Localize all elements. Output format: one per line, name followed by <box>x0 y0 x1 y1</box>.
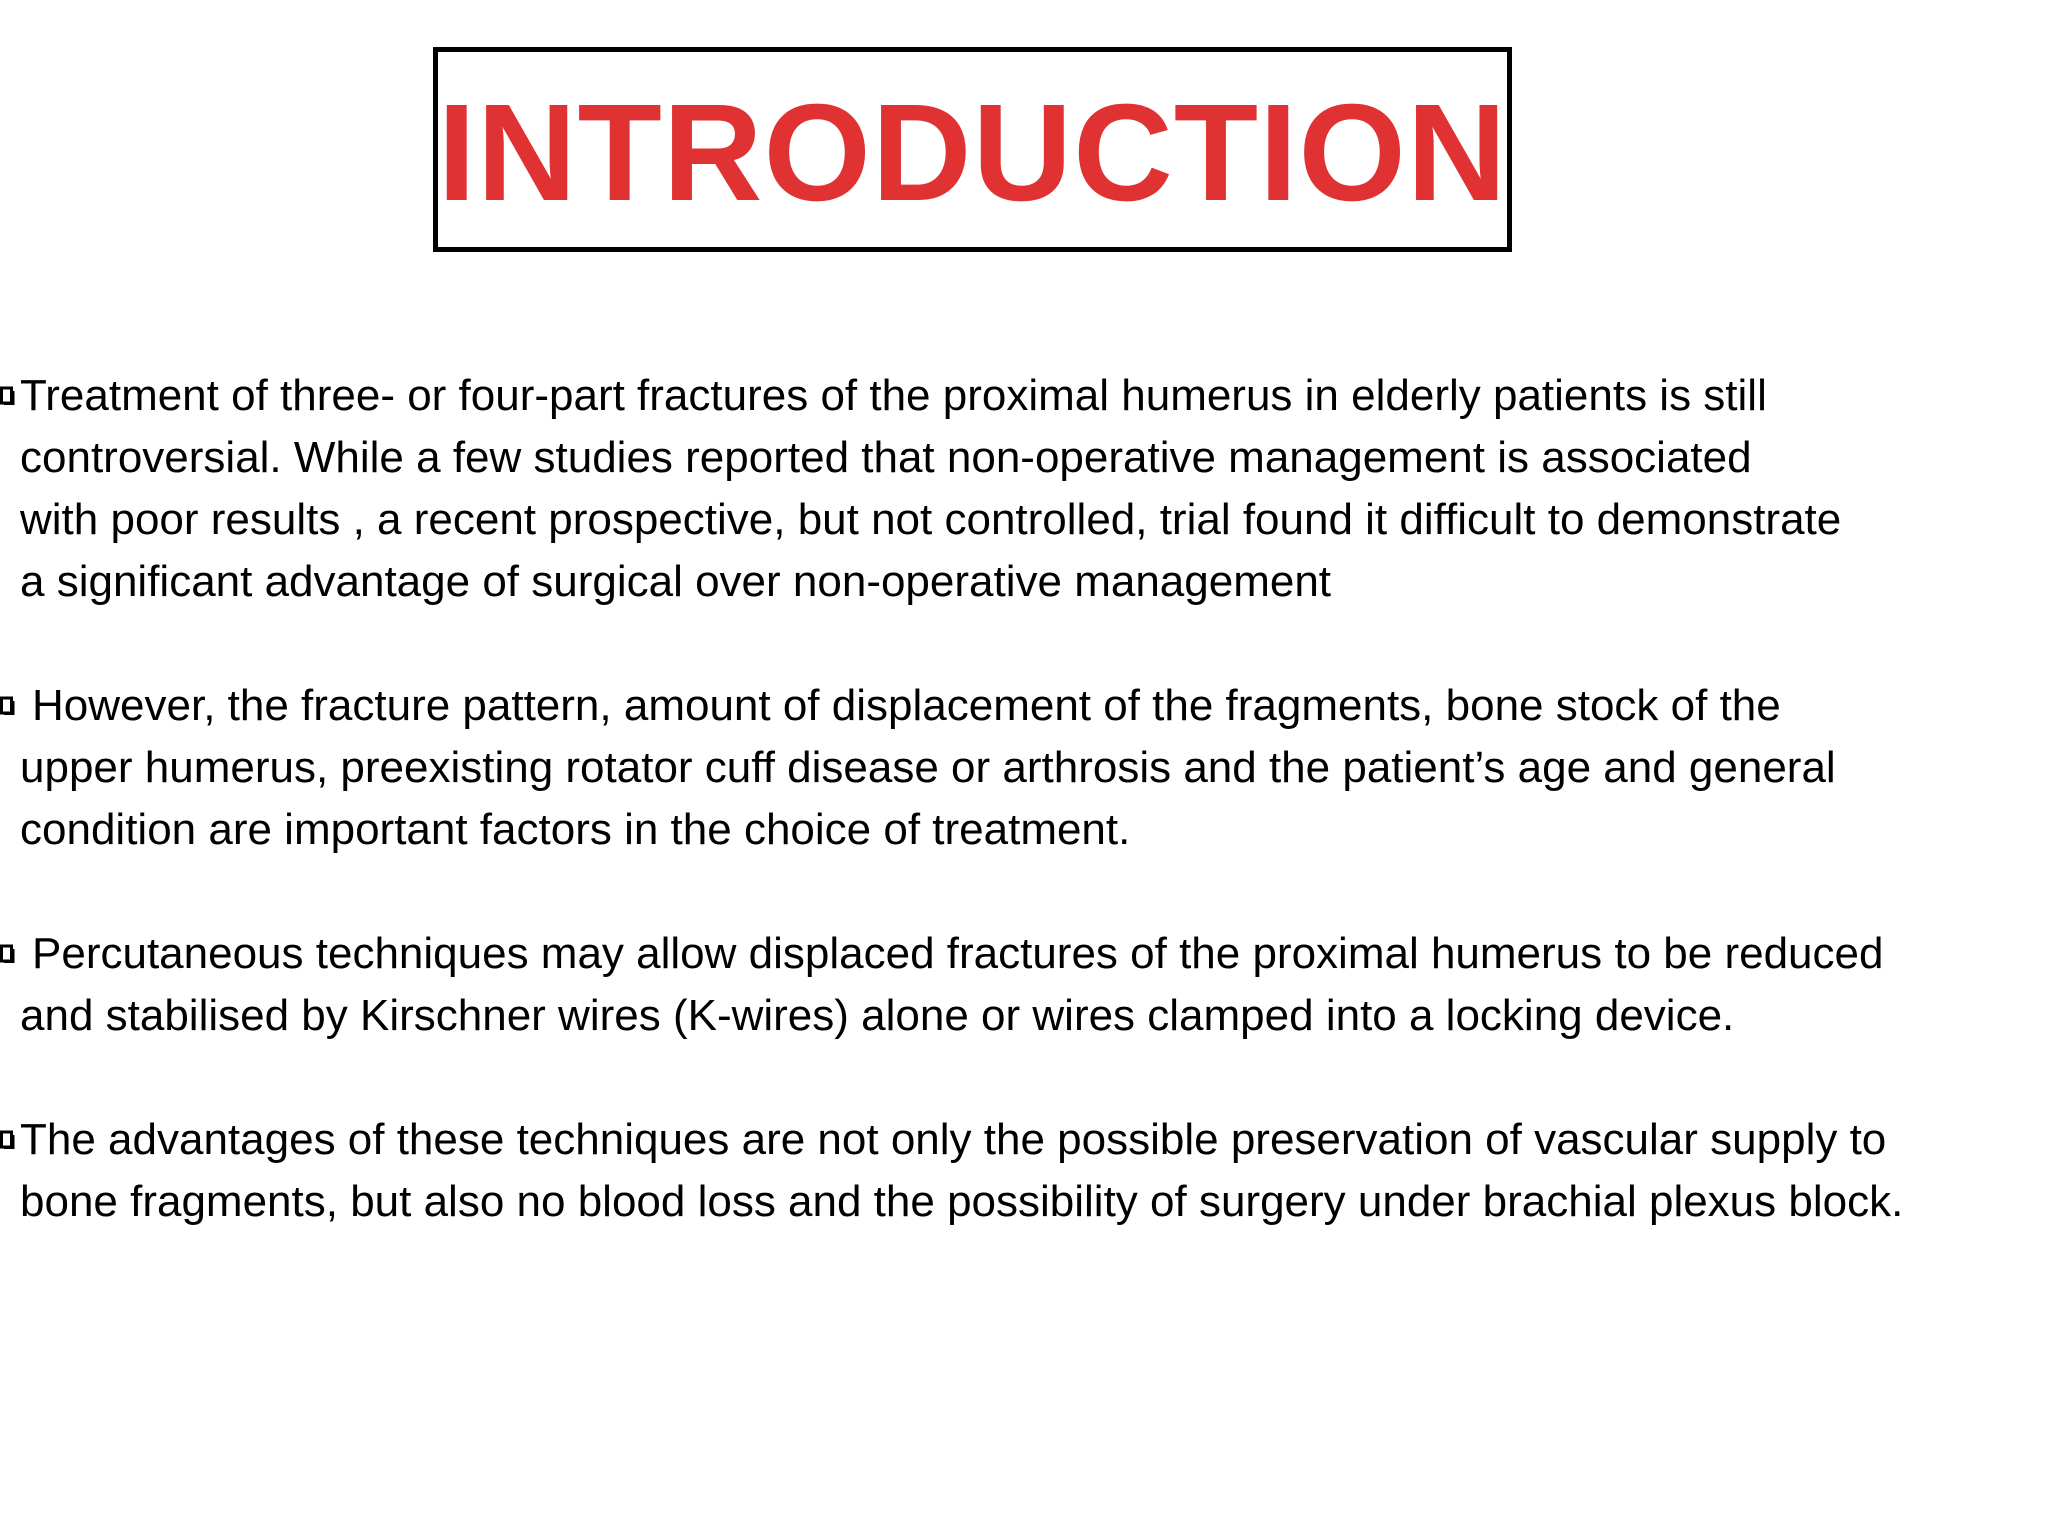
hollow-square-bullet-icon <box>0 365 20 427</box>
bullet-1-line-3: with poor results , a recent prospective, but not controlled, trial found it difficult to demonstrate <box>20 495 1842 544</box>
title-box <box>433 47 1512 252</box>
bullet-3-line-2: and stabilised by Kirschner wires (K-wires) alone or wires clamped into a locking device. <box>20 991 1735 1040</box>
bullet-item-4 <box>0 1109 2048 1233</box>
bullet-1-line-1: Treatment of three- or four-part fractures of the proximal humerus in elderly patients is still <box>20 371 1767 420</box>
hollow-square-bullet-icon <box>0 1109 20 1171</box>
bullet-2-line-2: upper humerus, preexisting rotator cuff disease or arthrosis and the patient’s age and general <box>20 743 1836 792</box>
bullet-item-2 <box>0 675 2048 861</box>
bullet-4-line-2: bone fragments, but also no blood loss and the possibility of surgery under brachial plexus block. <box>20 1177 1904 1226</box>
bullet-1-line-2: controversial. While a few studies reported that non-operative management is associated <box>20 433 1752 482</box>
bullet-2-line-3: condition are important factors in the choice of treatment. <box>20 805 1131 854</box>
bullet-list <box>0 365 2048 1295</box>
bullet-1-line-4: a significant advantage of surgical over non-operative management <box>20 557 1332 606</box>
bullet-item-3 <box>0 923 2048 1047</box>
page-title: INTRODUCTION <box>437 75 1508 230</box>
bullet-2-line-1: However, the fracture pattern, amount of displacement of the fragments, bone stock of the <box>32 681 1781 730</box>
hollow-square-bullet-icon <box>0 923 20 985</box>
bullet-3-line-1: Percutaneous techniques may allow displaced fractures of the proximal humerus to be reduced <box>32 929 1884 978</box>
bullet-item-1 <box>0 365 2048 613</box>
hollow-square-bullet-icon <box>0 675 20 737</box>
bullet-4-line-1: The advantages of these techniques are not only the possible preservation of vascular supply to <box>20 1115 1887 1164</box>
